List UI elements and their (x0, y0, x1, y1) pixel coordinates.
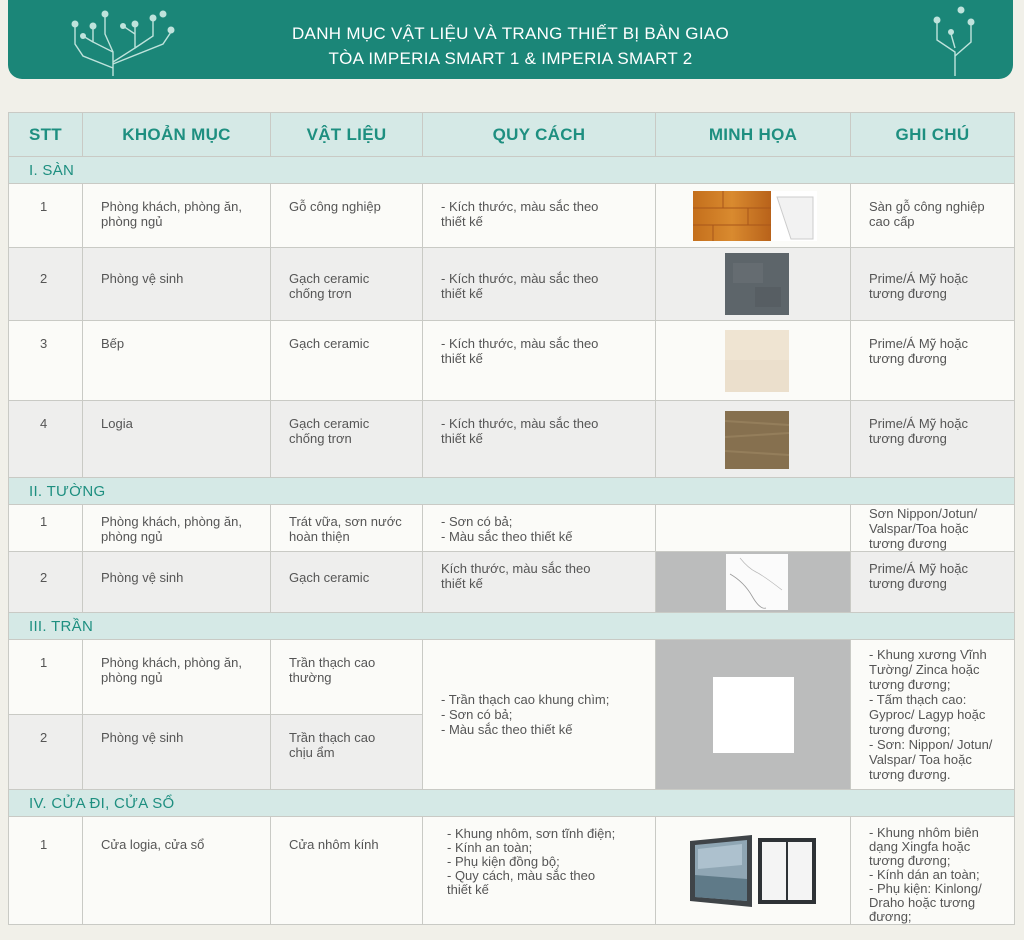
illustration-cell (656, 552, 851, 613)
table-row (9, 401, 1015, 478)
table-row (9, 248, 1015, 321)
item-cell: Phòng khách, phòng ăn, phòng ngủ (101, 199, 242, 229)
page-header (8, 0, 1013, 79)
illustration-cell (656, 184, 851, 248)
item-cell: Bếp (101, 336, 125, 351)
materials-table (8, 112, 1015, 925)
stt-cell: 3 (40, 336, 48, 351)
table-row (9, 552, 1015, 613)
wood-tile-swatch (725, 411, 789, 469)
note-cell: Prime/Á Mỹ hoặc tương đương (869, 336, 968, 366)
note-cell: - Khung nhôm biên dạng Xingfa hoặc tương đương; - Kính dán an toàn; - Phụ kiện: Kinlong/ Draho hoặc tương đương; (869, 825, 982, 924)
spec-cell: - Khung nhôm, sơn tĩnh điện; - Kính an toàn; - Phụ kiện đồng bộ; - Quy cách, màu sắc theo thiết kế (447, 826, 616, 897)
stt-cell: 2 (40, 271, 48, 286)
item-cell: Phòng khách, phòng ăn, phòng ngủ (101, 655, 242, 685)
section-title: IV. CỬA ĐI, CỬA SỔ (9, 790, 1015, 817)
column-header-note: GHI CHÚ (851, 113, 1015, 157)
column-header-spec: QUY CÁCH (423, 113, 656, 157)
section-title: III. TRẦN (9, 613, 1015, 640)
item-cell: Logia (101, 416, 133, 431)
material-cell: Gạch ceramic chống trơn (289, 416, 370, 446)
section-row-wall (9, 478, 1015, 505)
stt-cell: 1 (40, 199, 48, 214)
material-cell: Gạch ceramic (289, 570, 370, 585)
illustration-cell (656, 505, 851, 552)
column-header-item: KHOẢN MỤC (83, 113, 271, 157)
stt-cell: 4 (40, 416, 48, 431)
column-header-stt: STT (9, 113, 83, 157)
title-line-2: TÒA IMPERIA SMART 1 & IMPERIA SMART 2 (328, 49, 693, 68)
page-title (8, 21, 1013, 71)
illustration-cell (656, 401, 851, 478)
spec-cell: - Kích thước, màu sắc theo thiết kế (441, 416, 599, 446)
wood-floor-swatch (693, 191, 817, 241)
column-header-material: VẬT LIỆU (271, 113, 423, 157)
material-cell: Cửa nhôm kính (289, 837, 379, 852)
stt-cell: 1 (40, 514, 48, 529)
illustration-cell (656, 321, 851, 401)
marble-tile-swatch (726, 554, 788, 610)
stt-cell: 2 (40, 570, 48, 585)
note-cell: Sàn gỗ công nghiệp cao cấp (869, 199, 985, 229)
illustration-cell (656, 640, 851, 790)
table-row (9, 184, 1015, 248)
item-cell: Cửa logia, cửa sổ (101, 837, 205, 852)
section-row-floor (9, 157, 1015, 184)
spec-cell: - Kích thước, màu sắc theo thiết kế (441, 336, 599, 366)
spec-cell: - Kích thước, màu sắc theo thiết kế (441, 271, 599, 301)
section-title: II. TƯỜNG (9, 478, 1015, 505)
stt-cell: 1 (40, 837, 48, 852)
item-cell: Phòng vệ sinh (101, 570, 184, 585)
gypsum-ceiling-swatch (713, 677, 794, 753)
grey-tile-swatch (725, 253, 789, 315)
table-header-row (9, 113, 1015, 157)
note-cell: Prime/Á Mỹ hoặc tương đương (869, 271, 968, 301)
material-cell: Trần thạch cao chịu ẩm (289, 730, 376, 760)
aluminum-window-swatch (690, 835, 818, 907)
spec-cell: - Kích thước, màu sắc theo thiết kế (441, 199, 599, 229)
note-cell: - Khung xương Vĩnh Tường/ Zinca hoặc tương đương; - Tấm thạch cao: Gyproc/ Lagyp hoặc tương đương; - Sơn: Nippon/ Jotun/ Valspar/ Toa hoặc tương đương. (869, 647, 993, 782)
table-row (9, 817, 1015, 925)
material-cell: Trần thạch cao thường (289, 655, 376, 685)
spec-cell: Kích thước, màu sắc theo thiết kế (441, 561, 591, 591)
spec-cell: - Sơn có bả; - Màu sắc theo thiết kế (441, 514, 573, 544)
beige-tile-swatch (725, 330, 789, 392)
section-row-doors (9, 790, 1015, 817)
section-title: I. SÀN (9, 157, 1015, 184)
item-cell: Phòng vệ sinh (101, 730, 184, 745)
illustration-cell (656, 817, 851, 925)
material-cell: Gạch ceramic chống trơn (289, 271, 370, 301)
title-line-1: DANH MỤC VẬT LIỆU VÀ TRANG THIẾT BỊ BÀN GIAO (291, 24, 730, 43)
stt-cell: 1 (40, 655, 48, 670)
stt-cell: 2 (40, 730, 48, 745)
material-cell: Gỗ công nghiệp (289, 199, 381, 214)
table-row (9, 640, 1015, 715)
material-cell: Trát vữa, sơn nước hoàn thiện (289, 514, 402, 544)
note-cell: Prime/Á Mỹ hoặc tương đương (869, 416, 968, 446)
illustration-cell (656, 248, 851, 321)
note-cell: Prime/Á Mỹ hoặc tương đương (869, 561, 968, 591)
material-cell: Gạch ceramic (289, 336, 370, 351)
table-row (9, 321, 1015, 401)
note-cell: Sơn Nippon/Jotun/ Valspar/Toa hoặc tương đương (869, 506, 978, 551)
column-header-illustration: MINH HỌA (656, 113, 851, 157)
item-cell: Phòng khách, phòng ăn, phòng ngủ (101, 514, 242, 544)
section-row-ceiling (9, 613, 1015, 640)
spec-cell: - Trần thạch cao khung chìm; - Sơn có bả; - Màu sắc theo thiết kế (441, 692, 610, 737)
item-cell: Phòng vệ sinh (101, 271, 184, 286)
table-row (9, 505, 1015, 552)
